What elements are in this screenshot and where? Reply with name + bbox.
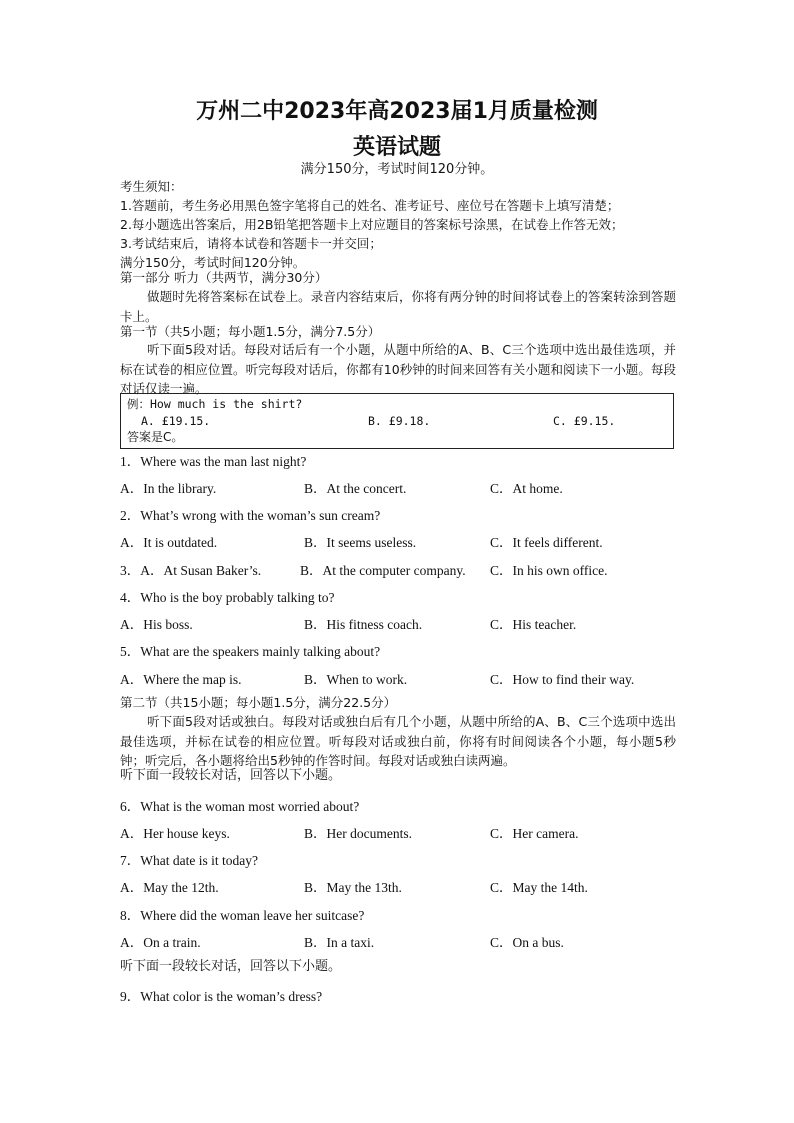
example-box bbox=[120, 393, 674, 449]
q7-option-a: A．May the 12th. bbox=[120, 880, 219, 895]
q4-option-a: A．His boss. bbox=[120, 617, 193, 632]
section2-heading: 第二节（共15小题；每小题1.5分，满分22.5分） bbox=[120, 695, 397, 710]
example-option-a: A. £19.15. bbox=[141, 414, 211, 428]
q8-option-b: B．In a taxi. bbox=[304, 935, 375, 950]
q2-option-c: C．It feels different. bbox=[490, 535, 603, 550]
example-option-c: C. £9.15. bbox=[553, 414, 616, 428]
q8-option-a: A．On a train. bbox=[120, 935, 201, 950]
exam-title: 万州二中2023年高2023届1月质量检测 bbox=[196, 99, 598, 124]
question-5: 5．What are the speakers mainly talking about? bbox=[120, 644, 381, 659]
section2-intro: 听下面5段对话或独白。每段对话或独白后有几个小题，从题中所给的A、B、C三个选项中选出最佳选项，并标在试卷的相应位置。听每段对话或独白前，你将有时间阅读各个小题，每小题5秒钟；听完后，各小题将给出5秒钟的作答时间。每段对话或独白读两遍。 bbox=[120, 714, 676, 768]
q1-option-a: A．In the library. bbox=[120, 481, 217, 496]
q4-option-c: C．His teacher. bbox=[490, 617, 577, 632]
question-7: 7．What date is it today? bbox=[120, 853, 258, 868]
question-2: 2．What’s wrong with the woman’s sun cream? bbox=[120, 508, 381, 523]
section2-sub2: 听下面一段较长对话，回答以下小题。 bbox=[120, 959, 342, 974]
example-answer: 答案是C。 bbox=[127, 430, 184, 444]
notice-line-4: 满分150分，考试时间120分钟。 bbox=[120, 255, 306, 270]
q3-option-b: B．At the computer company. bbox=[300, 563, 466, 578]
q2-option-a: A．It is outdated. bbox=[120, 535, 218, 550]
q3-option-c: C．In his own office. bbox=[490, 563, 608, 578]
q5-option-a: A．Where the map is. bbox=[120, 672, 242, 687]
notice-line-2: 2.每小题选出答案后，用2B铅笔把答题卡上对应题目的答案标号涂黑，在试卷上作答无效； bbox=[120, 217, 624, 232]
part1-intro: 做题时先将答案标在试卷上。录音内容结束后，你将有两分钟的时间将试卷上的答案转涂到答题卡上。 bbox=[120, 289, 676, 324]
question-6: 6．What is the woman most worried about? bbox=[120, 799, 360, 814]
section2-sub1: 听下面一段较长对话，回答以下小题。 bbox=[120, 768, 342, 783]
question-8: 8．Where did the woman leave her suitcase? bbox=[120, 908, 365, 923]
q6-option-a: A．Her house keys. bbox=[120, 826, 230, 841]
q2-option-b: B．It seems useless. bbox=[304, 535, 417, 550]
question-9: 9．What color is the woman’s dress? bbox=[120, 989, 323, 1004]
q6-option-c: C．Her camera. bbox=[490, 826, 579, 841]
q1-option-b: B．At the concert. bbox=[304, 481, 407, 496]
part1-heading: 第一部分 听力（共两节，满分30分） bbox=[120, 270, 328, 285]
q4-option-b: B．His fitness coach. bbox=[304, 617, 423, 632]
example-option-b: B. £9.18. bbox=[368, 414, 431, 428]
q8-option-c: C．On a bus. bbox=[490, 935, 564, 950]
q5-option-c: C．How to find their way. bbox=[490, 672, 635, 687]
question-4: 4．Who is the boy probably talking to? bbox=[120, 590, 335, 605]
section1-intro: 听下面5段对话。每段对话后有一个小题，从题中所给的A、B、C三个选项中选出最佳选项，并标在试卷的相应位置。听完每段对话后，你都有10秒钟的时间来回答有关小题和阅读下一小题。每段对话仅读一遍。 bbox=[120, 342, 676, 396]
q7-option-c: C．May the 14th. bbox=[490, 880, 588, 895]
exam-info: 满分150分，考试时间120分钟。 bbox=[300, 162, 494, 177]
q5-option-b: B．When to work. bbox=[304, 672, 408, 687]
section1-heading: 第一节（共5小题；每小题1.5分，满分7.5分） bbox=[120, 324, 381, 339]
exam-subject: 英语试题 bbox=[352, 135, 441, 160]
q6-option-b: B．Her documents. bbox=[304, 826, 412, 841]
notice-line-3: 3.考试结束后，请将本试卷和答题卡一并交回； bbox=[120, 236, 382, 251]
example-question: 例：How much is the shirt? bbox=[127, 397, 303, 411]
q7-option-b: B．May the 13th. bbox=[304, 880, 402, 895]
notice-heading: 考生须知： bbox=[120, 179, 183, 194]
notice-line-1: 1.答题前，考生务必用黑色签字笔将自己的姓名、准考证号、座位号在答题卡上填写清楚； bbox=[120, 198, 620, 213]
question-1: 1．Where was the man last night? bbox=[120, 454, 307, 469]
q3-option-a: 3．A．At Susan Baker’s. bbox=[120, 563, 262, 578]
q1-option-c: C．At home. bbox=[490, 481, 563, 496]
